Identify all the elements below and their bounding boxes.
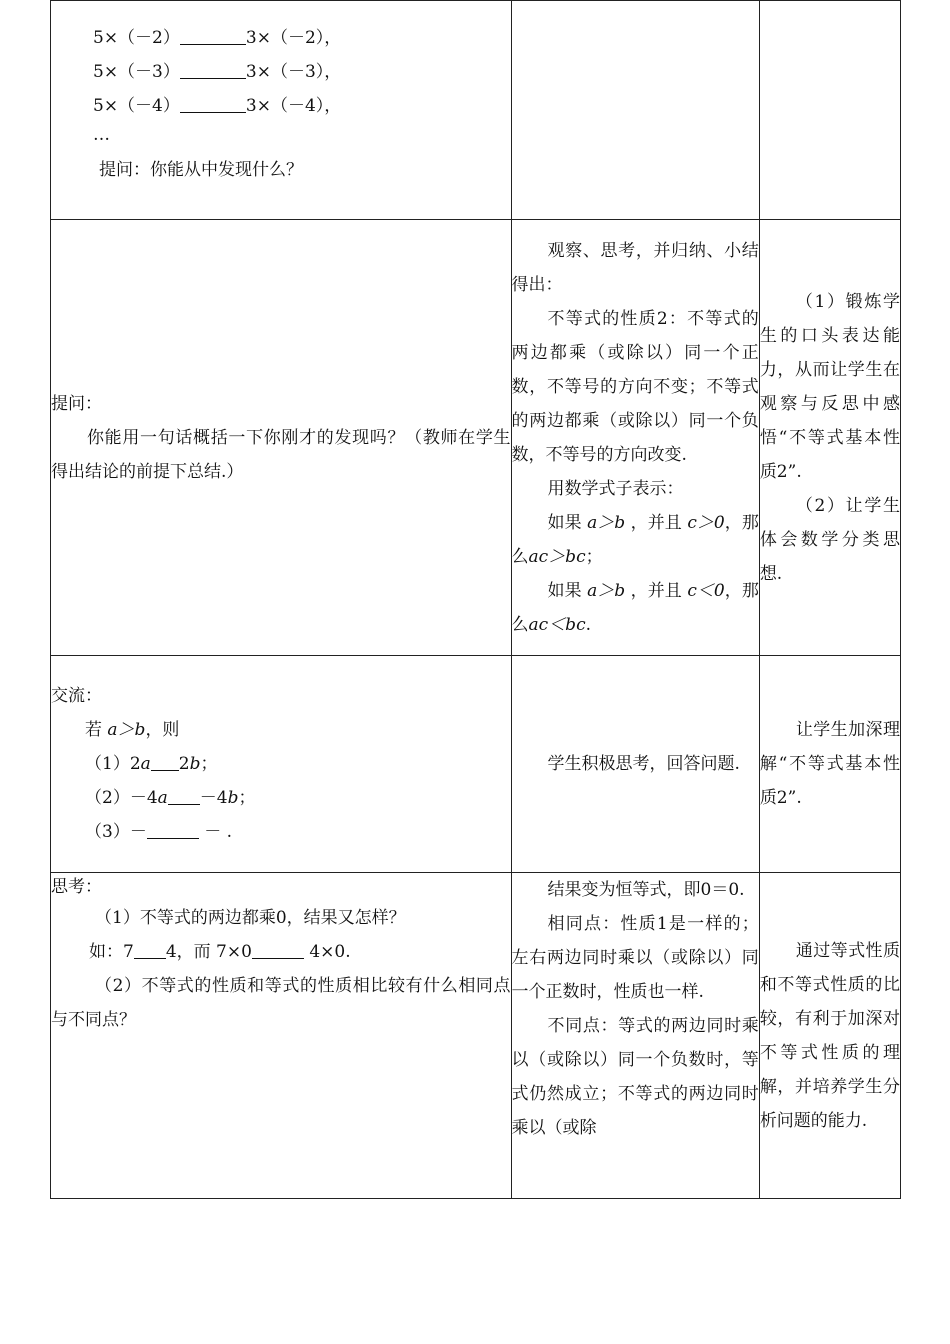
- purpose-1: （1）锻炼学生的口头表达能力，从而让学生在观察与反思中感悟“不等式基本性质2”.: [759, 291, 900, 482]
- row2-left-cell: [51, 220, 512, 656]
- purpose-2: （2）让学生体会数学分类思想.: [759, 495, 900, 584]
- expr-line-3: 5×（－4） 3×（－4），: [93, 96, 342, 116]
- row2-middle-cell: [511, 220, 759, 656]
- row4-middle-cell: [511, 873, 759, 1199]
- row4-right-cell: [759, 873, 900, 1199]
- purpose-3: 让学生加深理解“不等式基本性质2”.: [759, 720, 900, 808]
- given-line: 若 a＞b，则: [85, 720, 180, 740]
- exchange-label: 交流：: [51, 686, 102, 706]
- table-row: [51, 873, 901, 1199]
- row1-left-cell: [51, 1, 512, 220]
- exercise-1: （1）2a 2b；: [85, 754, 218, 774]
- property-2-text: 不等式的性质2：不等式的两边都乘（或除以）同一个正数，不等号的方向不变；不等式的两边都乘（或除以）同一个负数，不等号的方向改变.: [511, 308, 759, 465]
- ellipsis: …: [93, 125, 110, 145]
- ask-label: 提问：: [51, 393, 102, 414]
- purpose-4: 通过等式性质和不等式性质的比较，有利于加深对不等式性质的理解，并培养学生分析问题的能力.: [759, 940, 900, 1131]
- table-row: [51, 656, 901, 873]
- row1-right-cell: [759, 1, 900, 220]
- math-expr-label: 用数学式子表示：: [547, 478, 684, 499]
- row3-right-cell: [759, 656, 900, 873]
- think-example: 如：7 4，而 7×0 4×0.: [89, 942, 351, 962]
- rule-positive: 如果 a＞b ，并且 c＞0，那么ac＞bc；: [511, 512, 759, 567]
- observe-text: 观察、思考，并归纳、小结得出：: [511, 240, 759, 295]
- think-label: 思考：: [51, 877, 102, 897]
- lesson-plan-table: [50, 0, 901, 1199]
- student-answer: 学生积极思考，回答问题.: [547, 754, 740, 774]
- table-row: [51, 1, 901, 220]
- row3-middle-cell: [511, 656, 759, 873]
- rule-negative: 如果 a＞b ，并且 c＜0，那么ac＜bc.: [511, 580, 759, 635]
- diff-points: 不同点：等式的两边同时乘以（或除以）同一个负数时，等式仍然成立；不等式的两边同时乘以（或除: [511, 1016, 759, 1138]
- exercise-3: （3）－ － .: [85, 822, 233, 842]
- row1-middle-cell: [511, 1, 759, 220]
- result-text: 结果变为恒等式，即0＝0.: [547, 880, 745, 900]
- same-points: 相同点：性质1是一样的；左右两边同时乘以（或除以）同一个正数时，性质也一样.: [511, 914, 759, 1002]
- exercise-2: （2）－4a －4b；: [85, 788, 256, 808]
- ask-text: 你能用一句话概括一下你刚才的发现吗？（教师在学生得出结论的前提下总结.）: [51, 427, 511, 482]
- row3-left-cell: [51, 656, 512, 873]
- row4-left-cell: [51, 873, 512, 1199]
- question: 提问：你能从中发现什么？: [99, 160, 303, 180]
- table-row: [51, 220, 901, 656]
- row2-right-cell: [759, 220, 900, 656]
- expr-line-2: 5×（－3） 3×（－3），: [93, 62, 342, 82]
- expr-line-1: 5×（－2） 3×（－2），: [93, 28, 342, 48]
- think-q2: （2）不等式的性质和等式的性质相比较有什么相同点与不同点？: [51, 976, 511, 1030]
- think-q1: （1）不等式的两边都乘0，结果又怎样？: [95, 908, 406, 928]
